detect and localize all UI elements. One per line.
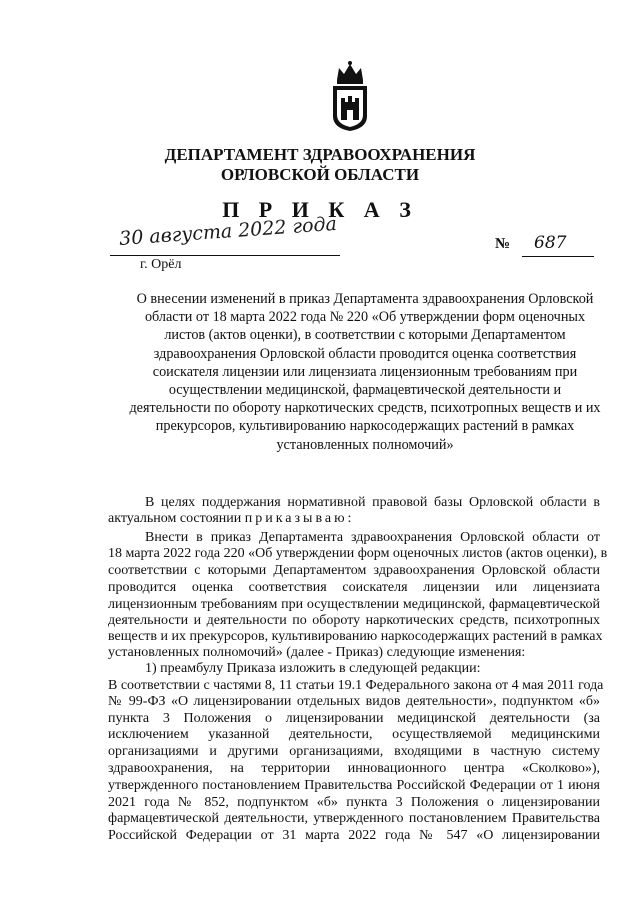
handwritten-date: 30 августа 2022 года [118,212,338,250]
body-spaced-text: приказываю: [244,511,355,526]
department-name-line2: ОРЛОВСКОЙ ОБЛАСТИ [220,165,420,184]
handwritten-number: 687 [534,233,567,253]
body-line: 18 марта 2022 года 220 «Об утверждении форм оценочных листов (актов оценки), в [108,546,608,561]
title-line: деятельности по обороту наркотических средств, психотропных веществ и их [129,400,601,417]
body-line: фармацевтической деятельности, утвержденного постановлением Правительства [108,811,600,826]
title-line: области от 18 марта 2022 года № 220 «Об утверждении форм оценочных [144,309,586,326]
body-line: лицензионным требованиям при осуществлении медицинской, фармацевтической [108,597,600,612]
title-line: прекурсоров, культивированию наркосодержащих растений в рамках [155,418,575,435]
body-line: здравоохранения, на территории инновационного центра «Сколково»), [108,761,600,776]
body-line: утвержденного постановлением Правительства Российской Федерации от 1 июня [108,778,600,793]
body-text: актуальном состоянии [108,511,245,526]
body-line: В целях поддержания нормативной правовой базы Орловской области в [145,495,600,510]
number-underline [522,256,594,257]
body-line: Внести в приказ Департамента здравоохранения Орловской области от [145,530,600,545]
city-label: г. Орёл [140,257,182,272]
title-line: листов (актов оценки), в соответствии с которыми Департаментом [164,327,566,344]
body-line: пункта 3 Положения о лицензировании медицинской деятельности (за [108,711,600,726]
body-line: установленных полномочий» (далее - Приказ) следующие изменения: [108,645,526,660]
body-line: проводится оценка соответствия соискателя лицензии или лицензиата [108,580,600,595]
body-line: исключением указанной деятельности, осуществляемой медицинскими [108,727,600,742]
body-line [108,511,408,526]
title-line: О внесении изменений в приказ Департамента здравоохранения Орловской [136,291,594,307]
body-line: деятельности и деятельности по обороту наркотических средств, психотропных [108,613,600,628]
title-line: здравоохранения Орловской области проводится оценка соответствия [153,345,577,362]
body-line: соответствии с которыми Департаментом здравоохранения Орловской области [108,563,600,578]
title-line: соискателя лицензии или лицензиата лицензионным требованиям при [152,363,578,380]
title-line: установленных полномочий» [276,436,454,453]
list-item: 1) преамбулу Приказа изложить в следующей редакции: [145,661,481,676]
body-line: В соответствии с частями 8, 11 статьи 19.1 Федерального закона от 4 мая 2011 года [108,678,604,693]
body-line: веществ и их прекурсоров, культивированию наркосодержащих растений в рамках [108,629,603,644]
body-line: организациями и другими организациями, входящими в частную систему [108,744,600,759]
document-type-title: П Р И К А З [222,197,418,222]
order-title [105,290,625,454]
body-line: 2021 года № 852, подпунктом «б» пункта 3 Положения о лицензировании [108,795,600,810]
number-label: № [495,236,511,252]
date-underline [110,255,340,256]
body-line: Российской Федерации от 31 марта 2022 года № 547 «О лицензировании [108,828,600,843]
body-line: № 99-ФЗ «О лицензировании отдельных видов деятельности», подпунктом «б» [108,694,600,709]
department-name-line1: ДЕПАРТАМЕНТ ЗДРАВООХРАНЕНИЯ [164,145,476,164]
title-line: осуществлении медицинской, фармацевтической деятельности и [168,382,562,399]
coat-of-arms-icon [327,60,373,132]
